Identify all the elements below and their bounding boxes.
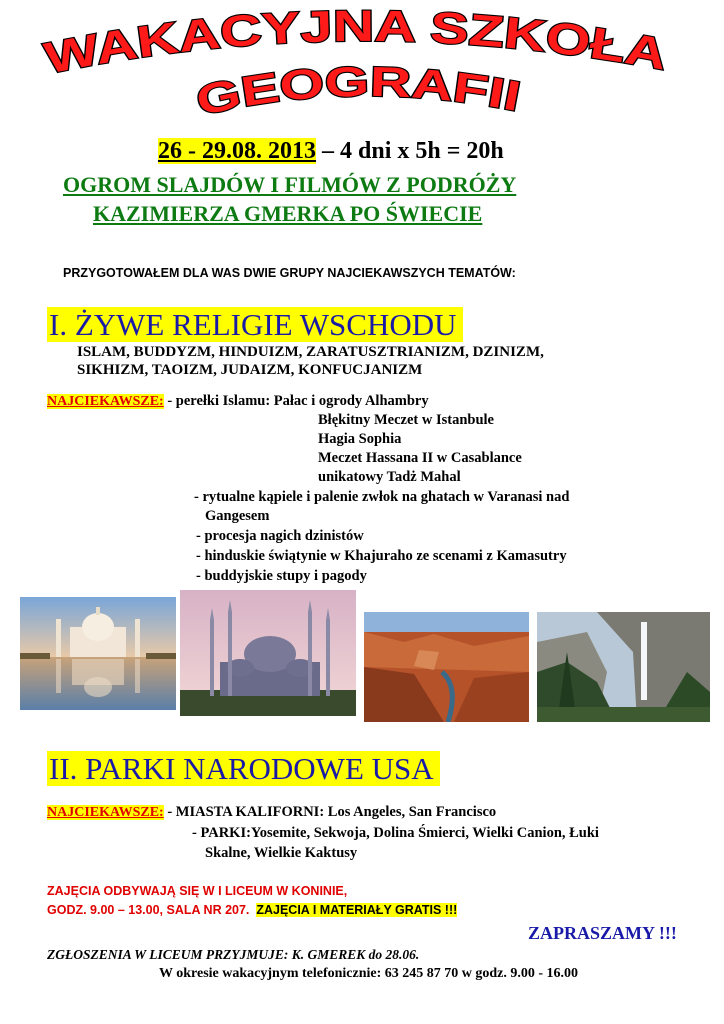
cities-line: - MIASTA KALIFORNI: Los Angeles, San Francisco xyxy=(163,804,497,820)
bullet-varanasi-cont: Gangesem xyxy=(205,508,270,524)
section1-highlights xyxy=(47,392,429,410)
religions-line1: ISLAM, BUDDYZM, HINDUIZM, ZARATUSZTRIANIZM, DZINIZM, xyxy=(77,344,544,360)
section2-highlights xyxy=(47,803,496,821)
intro-text: PRZYGOTOWAŁEM DLA WAS DWIE GRUPY NAJCIEKAWSZYCH TEMATÓW: xyxy=(63,266,516,280)
photo-blue-mosque xyxy=(180,590,356,716)
religions-line2: SIKHIZM, TAOIZM, JUDAIZM, KONFUCJANIZM xyxy=(77,362,423,378)
signup-text: ZGŁOSZENIA W LICEUM PRZYJMUJE: K. GMEREK do 28.06. xyxy=(47,947,420,962)
section2-heading-wrap xyxy=(47,749,440,789)
section1-heading: I. ŻYWE RELIGIE WSCHODU xyxy=(47,307,463,342)
islam-intro: - perełki Islamu: Pałac i ogrody Alhambry xyxy=(163,393,429,409)
parks-line1: - PARKI:Yosemite, Sekwoja, Dolina Śmierci, Wielki Canion, Łuki xyxy=(192,825,599,841)
title-line1: WAKACYJNA SZKOŁA xyxy=(40,1,662,84)
title-line2: GEOGRAFII xyxy=(192,57,521,125)
bullet-khajuraho: - hinduskie świątynie w Khajuraho ze scenami z Kamasutry xyxy=(196,548,567,564)
bullet-stupas: - buddyjskie stupy i pagody xyxy=(196,568,367,584)
info-free: ZAJĘCIA I MATERIAŁY GRATIS !!! xyxy=(256,903,458,917)
info-hours: GODZ. 9.00 – 13.00, SALA NR 207. xyxy=(47,903,250,917)
islam-item: Błękitny Meczet w Istanbule xyxy=(318,412,494,428)
section1-heading-wrap xyxy=(47,305,463,345)
phone-text: W okresie wakacyjnym telefonicznie: 63 245 87 70 w godz. 9.00 - 16.00 xyxy=(159,966,579,981)
parks-line2: Skalne, Wielkie Kaktusy xyxy=(205,845,358,861)
subtitle-line2: KAZIMIERZA GMERKA PO ŚWIECIE xyxy=(93,201,483,226)
islam-item: Hagia Sophia xyxy=(318,431,402,447)
info-line1: ZAJĘCIA ODBYWAJĄ SIĘ W I LICEUM W KONINIE, xyxy=(47,884,348,898)
poster-title xyxy=(0,0,724,130)
photo-yosemite xyxy=(537,612,710,722)
info-line2 xyxy=(47,903,457,917)
dates-highlight: 26 - 29.08. 2013 xyxy=(158,138,316,164)
section2-tag: NAJCIEKAWSZE: xyxy=(47,805,164,820)
islam-item: unikatowy Tadż Mahal xyxy=(318,469,461,485)
section1-tag: NAJCIEKAWSZE: xyxy=(47,394,164,409)
bullet-varanasi: - rytualne kąpiele i palenie zwłok na ghatach w Varanasi nad xyxy=(194,489,570,505)
dates-duration: – 4 dni x 5h = 20h xyxy=(316,138,504,164)
invite-text: ZAPRASZAMY !!! xyxy=(528,923,677,943)
section2-heading: II. PARKI NARODOWE USA xyxy=(47,751,440,786)
photo-canyon xyxy=(364,612,529,722)
bullet-jain-procession: - procesja nagich dzinistów xyxy=(196,528,364,544)
photo-taj-mahal xyxy=(20,597,176,710)
dates-line xyxy=(158,138,504,165)
islam-item: Meczet Hassana II w Casablance xyxy=(318,450,522,466)
subtitle-line1: OGROM SLAJDÓW I FILMÓW Z PODRÓŻY xyxy=(63,172,517,197)
